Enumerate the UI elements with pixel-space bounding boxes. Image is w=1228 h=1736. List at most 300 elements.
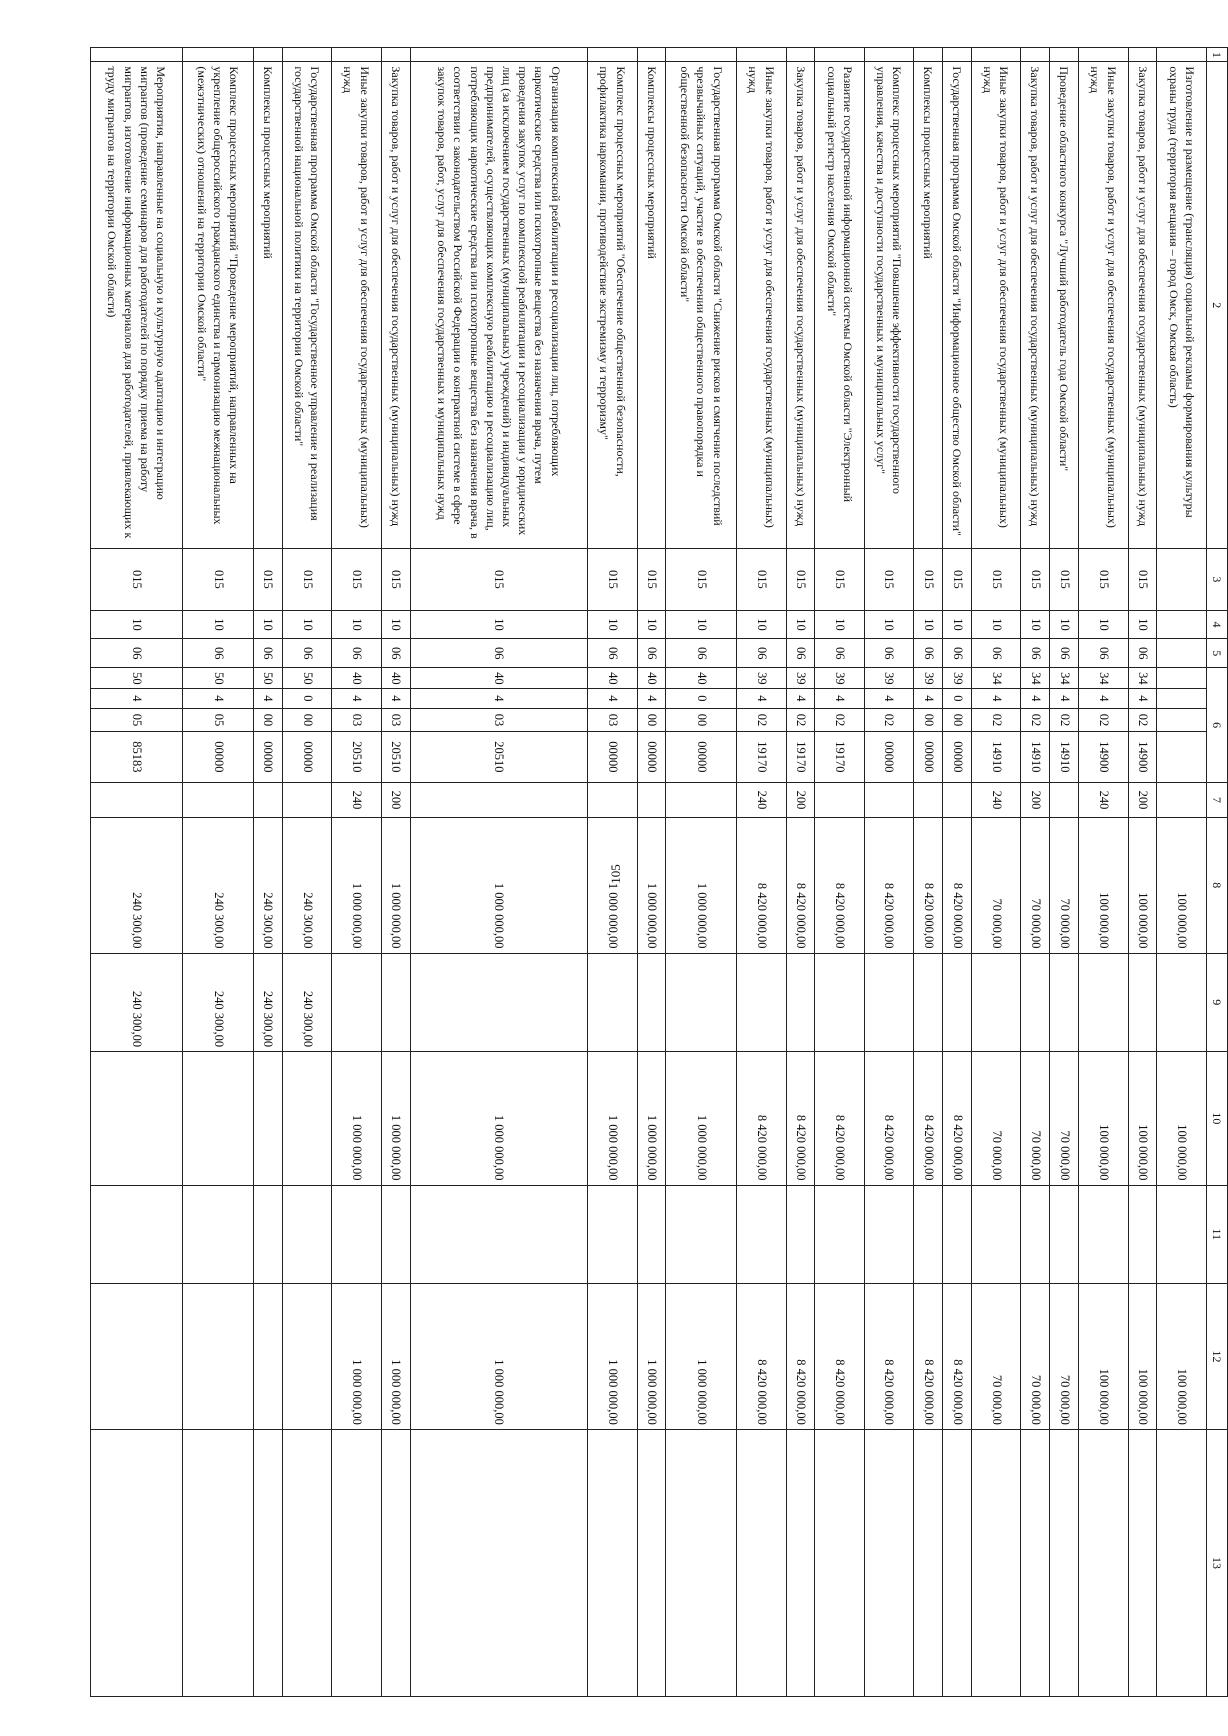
table-row [864, 48, 913, 1697]
event-code-cell: 00 [254, 709, 283, 732]
amount-col12-cell: 8 420 000,00 [737, 1284, 786, 1430]
row-name-cell: Иные закупки товаров, работ и услуг для обеспечения государственных (муниципальных) нужд [332, 62, 381, 549]
amount-total-cell: 1 000 000,00 [588, 817, 637, 953]
row-number-cell [943, 48, 972, 62]
admin-code-cell: 015 [637, 549, 666, 611]
amount-total-cell: 240 300,00 [183, 817, 254, 953]
amount-col13-cell [637, 1429, 666, 1696]
subsection-cell: 06 [737, 639, 786, 668]
table-row [183, 48, 254, 1697]
expense-type-cell [282, 783, 331, 818]
row-number-cell [1050, 48, 1079, 62]
expense-type-cell [410, 783, 588, 818]
amount-col13-cell [972, 1429, 1021, 1696]
subsection-cell: 06 [410, 639, 588, 668]
amount-col9-cell [786, 953, 815, 1052]
event-code-cell: 02 [1079, 709, 1128, 732]
amount-total-cell: 1 000 000,00 [410, 817, 588, 953]
subprogram-code-cell: 0 [943, 688, 972, 709]
column-header: 12 [1206, 1284, 1227, 1430]
amount-total-cell: 8 420 000,00 [864, 817, 913, 953]
row-name-cell: Закупка товаров, работ и услуг для обеспечения государственных (муниципальных) нужд [786, 62, 815, 549]
direction-code-cell: 14910 [972, 731, 1021, 782]
event-code-cell: 02 [786, 709, 815, 732]
direction-code-cell: 19170 [815, 731, 864, 782]
section-cell: 10 [815, 610, 864, 639]
admin-code-cell: 015 [943, 549, 972, 611]
expense-type-cell [91, 783, 183, 818]
direction-code-cell: 00000 [943, 731, 972, 782]
amount-total-cell: 8 420 000,00 [786, 817, 815, 953]
amount-total-cell: 8 420 000,00 [737, 817, 786, 953]
admin-code-cell: 015 [1021, 549, 1050, 611]
direction-code-cell: 00000 [254, 731, 283, 782]
subprogram-code-cell: 4 [637, 688, 666, 709]
amount-col9-cell [666, 953, 737, 1052]
amount-total-cell: 8 420 000,00 [815, 817, 864, 953]
table-row [381, 48, 410, 1697]
row-number-cell [786, 48, 815, 62]
admin-code-cell: 015 [1079, 549, 1128, 611]
row-name-cell: Иные закупки товаров, работ и услуг для обеспечения государственных (муниципальных) нужд [1079, 62, 1128, 549]
direction-code-cell: 00000 [666, 731, 737, 782]
section-cell: 10 [786, 610, 815, 639]
amount-col13-cell [1050, 1429, 1079, 1696]
section-cell: 10 [943, 610, 972, 639]
amount-col13-cell [588, 1429, 637, 1696]
admin-code-cell [1157, 549, 1206, 611]
amount-col10-cell: 70 000,00 [1050, 1052, 1079, 1185]
event-code-cell: 03 [410, 709, 588, 732]
amount-col11-cell [254, 1185, 283, 1284]
subprogram-code-cell: 0 [282, 688, 331, 709]
row-number-cell [254, 48, 283, 62]
amount-total-cell: 100 000,00 [1157, 817, 1206, 953]
amount-col13-cell [381, 1429, 410, 1696]
amount-total-cell: 70 000,00 [1021, 817, 1050, 953]
amount-col11-cell [786, 1185, 815, 1284]
subprogram-code-cell: 4 [1079, 688, 1128, 709]
subsection-cell: 06 [183, 639, 254, 668]
amount-col10-cell: 8 420 000,00 [864, 1052, 913, 1185]
admin-code-cell: 015 [914, 549, 943, 611]
amount-total-cell: 240 300,00 [254, 817, 283, 953]
section-cell [1157, 610, 1206, 639]
event-code-cell: 03 [588, 709, 637, 732]
direction-code-cell: 14900 [1128, 731, 1157, 782]
section-cell: 10 [914, 610, 943, 639]
amount-col9-cell [972, 953, 1021, 1052]
direction-code-cell: 14910 [1050, 731, 1079, 782]
amount-col13-cell [815, 1429, 864, 1696]
program-code-cell [1157, 668, 1206, 689]
row-number-cell [914, 48, 943, 62]
amount-col13-cell [183, 1429, 254, 1696]
row-name-cell: Развитие государственной информационной системы Омской области "Электронный социальный регистр населения Омской области" [815, 62, 864, 549]
program-code-cell: 40 [637, 668, 666, 689]
subsection-cell [1157, 639, 1206, 668]
amount-col9-cell [864, 953, 913, 1052]
expense-type-cell [914, 783, 943, 818]
amount-col9-cell [1079, 953, 1128, 1052]
program-code-cell: 50 [183, 668, 254, 689]
column-header: 11 [1206, 1185, 1227, 1284]
program-code-cell: 50 [91, 668, 183, 689]
amount-total-cell: 1 000 000,00 [332, 817, 381, 953]
program-code-cell: 34 [1050, 668, 1079, 689]
expense-type-cell [943, 783, 972, 818]
program-code-cell: 39 [943, 668, 972, 689]
amount-col12-cell: 100 000,00 [1079, 1284, 1128, 1430]
direction-code-cell: 14910 [1021, 731, 1050, 782]
amount-total-cell: 240 300,00 [282, 817, 331, 953]
event-code-cell: 02 [972, 709, 1021, 732]
subsection-cell: 06 [666, 639, 737, 668]
event-code-cell: 05 [183, 709, 254, 732]
amount-col13-cell [1157, 1429, 1206, 1696]
table-row [1157, 48, 1206, 1697]
direction-code-cell: 14900 [1079, 731, 1128, 782]
program-code-cell: 34 [972, 668, 1021, 689]
section-cell: 10 [91, 610, 183, 639]
table-body [91, 48, 1207, 1697]
event-code-cell: 02 [1021, 709, 1050, 732]
amount-col13-cell [737, 1429, 786, 1696]
amount-col13-cell [282, 1429, 331, 1696]
table-row [332, 48, 381, 1697]
amount-col10-cell: 100 000,00 [1128, 1052, 1157, 1185]
program-code-cell: 50 [282, 668, 331, 689]
row-name-cell: Мероприятия, направленные на социальную и культурную адаптацию и интеграцию мигрантов (проведение семинаров для работодателей по порядку приема на работу мигрантов, изготовление информационных материалов для работодателей, привлекающих к труду мигрантов на территории Омской области) [91, 62, 183, 549]
subsection-cell: 06 [381, 639, 410, 668]
amount-total-cell: 1 000 000,00 [381, 817, 410, 953]
amount-col13-cell [1021, 1429, 1050, 1696]
subprogram-code-cell: 4 [1050, 688, 1079, 709]
amount-total-cell: 100 000,00 [1128, 817, 1157, 953]
amount-col12-cell: 70 000,00 [1050, 1284, 1079, 1430]
amount-col13-cell [864, 1429, 913, 1696]
event-code-cell: 00 [943, 709, 972, 732]
section-cell: 10 [864, 610, 913, 639]
subsection-cell: 06 [1050, 639, 1079, 668]
admin-code-cell: 015 [1128, 549, 1157, 611]
subsection-cell: 06 [282, 639, 331, 668]
expense-type-cell: 240 [1079, 783, 1128, 818]
subsection-cell: 06 [943, 639, 972, 668]
expense-type-cell [1050, 783, 1079, 818]
admin-code-cell: 015 [282, 549, 331, 611]
amount-col10-cell: 8 420 000,00 [914, 1052, 943, 1185]
section-cell: 10 [183, 610, 254, 639]
direction-code-cell: 20510 [332, 731, 381, 782]
row-number-cell [637, 48, 666, 62]
row-number-cell [1079, 48, 1128, 62]
amount-col12-cell: 1 000 000,00 [666, 1284, 737, 1430]
program-code-cell: 34 [1128, 668, 1157, 689]
direction-code-cell: 19170 [786, 731, 815, 782]
program-code-cell: 34 [1021, 668, 1050, 689]
table-row [786, 48, 815, 1697]
column-header: 9 [1206, 953, 1227, 1052]
subsection-cell: 06 [914, 639, 943, 668]
amount-col13-cell [410, 1429, 588, 1696]
subprogram-code-cell: 4 [588, 688, 637, 709]
amount-col11-cell [183, 1185, 254, 1284]
amount-col12-cell: 1 000 000,00 [410, 1284, 588, 1430]
amount-col11-cell [332, 1185, 381, 1284]
amount-col10-cell: 1 000 000,00 [637, 1052, 666, 1185]
amount-col12-cell: 1 000 000,00 [332, 1284, 381, 1430]
amount-total-cell: 70 000,00 [972, 817, 1021, 953]
direction-code-cell: 20510 [410, 731, 588, 782]
expense-type-cell: 240 [332, 783, 381, 818]
amount-total-cell: 1 000 000,00 [666, 817, 737, 953]
event-code-cell: 02 [815, 709, 864, 732]
subsection-cell: 06 [91, 639, 183, 668]
row-name-cell: Комплексы процессных мероприятий [637, 62, 666, 549]
row-name-cell: Организация комплексной реабилитации и ресоциализации лиц, потребляющих наркотические средства или психотропные вещества без назначения врача, путем проведения закупок услуг по комплексной реабилитации и ресоциализации у юридических лиц (за исключением государственных (муниципальных) учреждений) и индивидуальных предпринимателей, осуществляющих комплексную реабилитацию и ресоциализацию лиц, потребляющих наркотические средства или психотропные вещества без назначения врача, в соответствии с законодательством Российской Федерации о контрактной системе в сфере закупок товаров, работ, услуг для обеспечения государственных и муниципальных нужд [410, 62, 588, 549]
amount-col13-cell [666, 1429, 737, 1696]
amount-col13-cell [1079, 1429, 1128, 1696]
event-code-cell: 00 [914, 709, 943, 732]
expense-type-cell [588, 783, 637, 818]
row-name-cell: Государственная программа Омской области "Государственное управление и реализация государственной национальной политики на территории Омской области" [282, 62, 331, 549]
direction-code-cell: 00000 [588, 731, 637, 782]
direction-code-cell: 00000 [914, 731, 943, 782]
amount-col12-cell: 8 420 000,00 [786, 1284, 815, 1430]
table-row [815, 48, 864, 1697]
admin-code-cell: 015 [666, 549, 737, 611]
expense-type-cell [864, 783, 913, 818]
amount-col10-cell [282, 1052, 331, 1185]
row-number-cell [1157, 48, 1206, 62]
program-code-cell: 40 [381, 668, 410, 689]
column-header: 10 [1206, 1052, 1227, 1185]
column-header: 7 [1206, 783, 1227, 818]
subprogram-code-cell: 4 [1021, 688, 1050, 709]
table-row [972, 48, 1021, 1697]
amount-col10-cell: 1 000 000,00 [381, 1052, 410, 1185]
section-cell: 10 [282, 610, 331, 639]
amount-col10-cell: 100 000,00 [1079, 1052, 1128, 1185]
amount-col10-cell: 70 000,00 [972, 1052, 1021, 1185]
subprogram-code-cell: 4 [381, 688, 410, 709]
row-number-cell [972, 48, 1021, 62]
page-number: 105 [608, 864, 623, 884]
amount-col9-cell: 240 300,00 [183, 953, 254, 1052]
amount-col9-cell [1128, 953, 1157, 1052]
subprogram-code-cell: 0 [666, 688, 737, 709]
table-row [737, 48, 786, 1697]
amount-col10-cell: 8 420 000,00 [943, 1052, 972, 1185]
column-number-row [1206, 48, 1227, 1697]
amount-col12-cell: 70 000,00 [972, 1284, 1021, 1430]
amount-col10-cell: 100 000,00 [1157, 1052, 1206, 1185]
amount-col9-cell [943, 953, 972, 1052]
amount-col9-cell [1157, 953, 1206, 1052]
amount-col10-cell: 1 000 000,00 [588, 1052, 637, 1185]
amount-col12-cell [183, 1284, 254, 1430]
event-code-cell: 03 [332, 709, 381, 732]
amount-col12-cell: 8 420 000,00 [914, 1284, 943, 1430]
subsection-cell: 06 [864, 639, 913, 668]
section-cell: 10 [1021, 610, 1050, 639]
amount-col10-cell [254, 1052, 283, 1185]
amount-col13-cell [786, 1429, 815, 1696]
row-name-cell: Закупка товаров, работ и услуг для обеспечения государственных (муниципальных) нужд [1128, 62, 1157, 549]
subprogram-code-cell: 4 [972, 688, 1021, 709]
section-cell: 10 [637, 610, 666, 639]
amount-col10-cell: 1 000 000,00 [666, 1052, 737, 1185]
row-number-cell [1128, 48, 1157, 62]
amount-col11-cell [91, 1185, 183, 1284]
amount-col12-cell: 1 000 000,00 [588, 1284, 637, 1430]
amount-col12-cell: 8 420 000,00 [864, 1284, 913, 1430]
section-cell: 10 [1050, 610, 1079, 639]
expense-type-cell [183, 783, 254, 818]
table-row [666, 48, 737, 1697]
program-code-cell: 34 [1079, 668, 1128, 689]
expense-type-cell [815, 783, 864, 818]
expense-type-cell: 240 [737, 783, 786, 818]
subprogram-code-cell: 4 [786, 688, 815, 709]
amount-col9-cell: 240 300,00 [254, 953, 283, 1052]
subsection-cell: 06 [1079, 639, 1128, 668]
amount-col13-cell [914, 1429, 943, 1696]
amount-col13-cell [254, 1429, 283, 1696]
admin-code-cell: 015 [332, 549, 381, 611]
program-code-cell: 39 [815, 668, 864, 689]
amount-col11-cell [637, 1185, 666, 1284]
row-name-cell: Комплексы процессных мероприятий [254, 62, 283, 549]
amount-col11-cell [1079, 1185, 1128, 1284]
amount-col13-cell [91, 1429, 183, 1696]
table-row [943, 48, 972, 1697]
table-row [1050, 48, 1079, 1697]
amount-col12-cell: 1 000 000,00 [381, 1284, 410, 1430]
admin-code-cell: 015 [864, 549, 913, 611]
direction-code-cell: 19170 [737, 731, 786, 782]
amount-col9-cell [410, 953, 588, 1052]
admin-code-cell: 015 [815, 549, 864, 611]
row-number-cell [381, 48, 410, 62]
section-cell: 10 [972, 610, 1021, 639]
section-cell: 10 [1128, 610, 1157, 639]
event-code-cell: 02 [737, 709, 786, 732]
expense-type-cell: 240 [972, 783, 1021, 818]
amount-col9-cell [588, 953, 637, 1052]
section-cell: 10 [410, 610, 588, 639]
amount-col12-cell [91, 1284, 183, 1430]
amount-col12-cell: 1 000 000,00 [637, 1284, 666, 1430]
row-name-cell: Комплексы процессных мероприятий [914, 62, 943, 549]
section-cell: 10 [1079, 610, 1128, 639]
expense-type-cell: 200 [786, 783, 815, 818]
amount-col11-cell [410, 1185, 588, 1284]
amount-col11-cell [1021, 1185, 1050, 1284]
table-row [914, 48, 943, 1697]
column-header: 13 [1206, 1429, 1227, 1696]
subsection-cell: 06 [1128, 639, 1157, 668]
subprogram-code-cell: 4 [914, 688, 943, 709]
amount-col10-cell: 8 420 000,00 [815, 1052, 864, 1185]
subsection-cell: 06 [786, 639, 815, 668]
row-number-cell [282, 48, 331, 62]
amount-col11-cell [864, 1185, 913, 1284]
admin-code-cell: 015 [410, 549, 588, 611]
column-header: 1 [1206, 48, 1227, 62]
amount-col12-cell: 70 000,00 [1021, 1284, 1050, 1430]
amount-col9-cell [332, 953, 381, 1052]
amount-col11-cell [1050, 1185, 1079, 1284]
subprogram-code-cell: 4 [737, 688, 786, 709]
event-code-cell: 05 [91, 709, 183, 732]
amount-col10-cell: 1 000 000,00 [332, 1052, 381, 1185]
program-code-cell: 39 [786, 668, 815, 689]
subsection-cell: 06 [1021, 639, 1050, 668]
row-name-cell: Комплекс процессных мероприятий "Проведение мероприятий, направленных на укрепление общероссийского гражданского единства и гармонизацию межнациональных (межэтнических) отношений на территории Омской области" [183, 62, 254, 549]
row-number-cell [91, 48, 183, 62]
amount-col10-cell [183, 1052, 254, 1185]
row-number-cell [183, 48, 254, 62]
subprogram-code-cell: 4 [183, 688, 254, 709]
amount-col10-cell: 8 420 000,00 [786, 1052, 815, 1185]
amount-total-cell: 100 000,00 [1079, 817, 1128, 953]
admin-code-cell: 015 [1050, 549, 1079, 611]
amount-total-cell: 70 000,00 [1050, 817, 1079, 953]
row-number-cell [864, 48, 913, 62]
section-cell: 10 [332, 610, 381, 639]
amount-col10-cell [91, 1052, 183, 1185]
amount-col11-cell [943, 1185, 972, 1284]
amount-col12-cell: 100 000,00 [1128, 1284, 1157, 1430]
expense-type-cell: 200 [381, 783, 410, 818]
amount-col9-cell [914, 953, 943, 1052]
row-number-cell [737, 48, 786, 62]
amount-col9-cell [637, 953, 666, 1052]
subsection-cell: 06 [588, 639, 637, 668]
event-code-cell: 03 [381, 709, 410, 732]
section-cell: 10 [381, 610, 410, 639]
amount-col10-cell: 70 000,00 [1021, 1052, 1050, 1185]
admin-code-cell: 015 [737, 549, 786, 611]
column-header: 4 [1206, 610, 1227, 639]
amount-total-cell: 8 420 000,00 [943, 817, 972, 953]
row-name-cell: Комплекс процессных мероприятий "Обеспечение общественной безопасности, профилактика наркомании, противодействие экстремизму и терроризму" [588, 62, 637, 549]
amount-col11-cell [381, 1185, 410, 1284]
subprogram-code-cell: 4 [332, 688, 381, 709]
row-name-cell: Иные закупки товаров, работ и услуг для обеспечения государственных (муниципальных) нужд [972, 62, 1021, 549]
section-cell: 10 [666, 610, 737, 639]
subsection-cell: 06 [972, 639, 1021, 668]
direction-code-cell: 00000 [282, 731, 331, 782]
admin-code-cell: 015 [381, 549, 410, 611]
column-header: 6 [1206, 668, 1227, 783]
event-code-cell: 02 [1050, 709, 1079, 732]
admin-code-cell: 015 [254, 549, 283, 611]
subprogram-code-cell [1157, 688, 1206, 709]
amount-total-cell: 1 000 000,00 [637, 817, 666, 953]
amount-col12-cell: 8 420 000,00 [943, 1284, 972, 1430]
amount-col12-cell: 100 000,00 [1157, 1284, 1206, 1430]
admin-code-cell: 015 [91, 549, 183, 611]
expense-type-cell [666, 783, 737, 818]
program-code-cell: 40 [588, 668, 637, 689]
row-name-cell: Государственная программа Омской области "Информационное общество Омской области" [943, 62, 972, 549]
row-name-cell: Проведение областного конкурса "Лучший работодатель года Омской области" [1050, 62, 1079, 549]
direction-code-cell: 00000 [864, 731, 913, 782]
section-cell: 10 [588, 610, 637, 639]
